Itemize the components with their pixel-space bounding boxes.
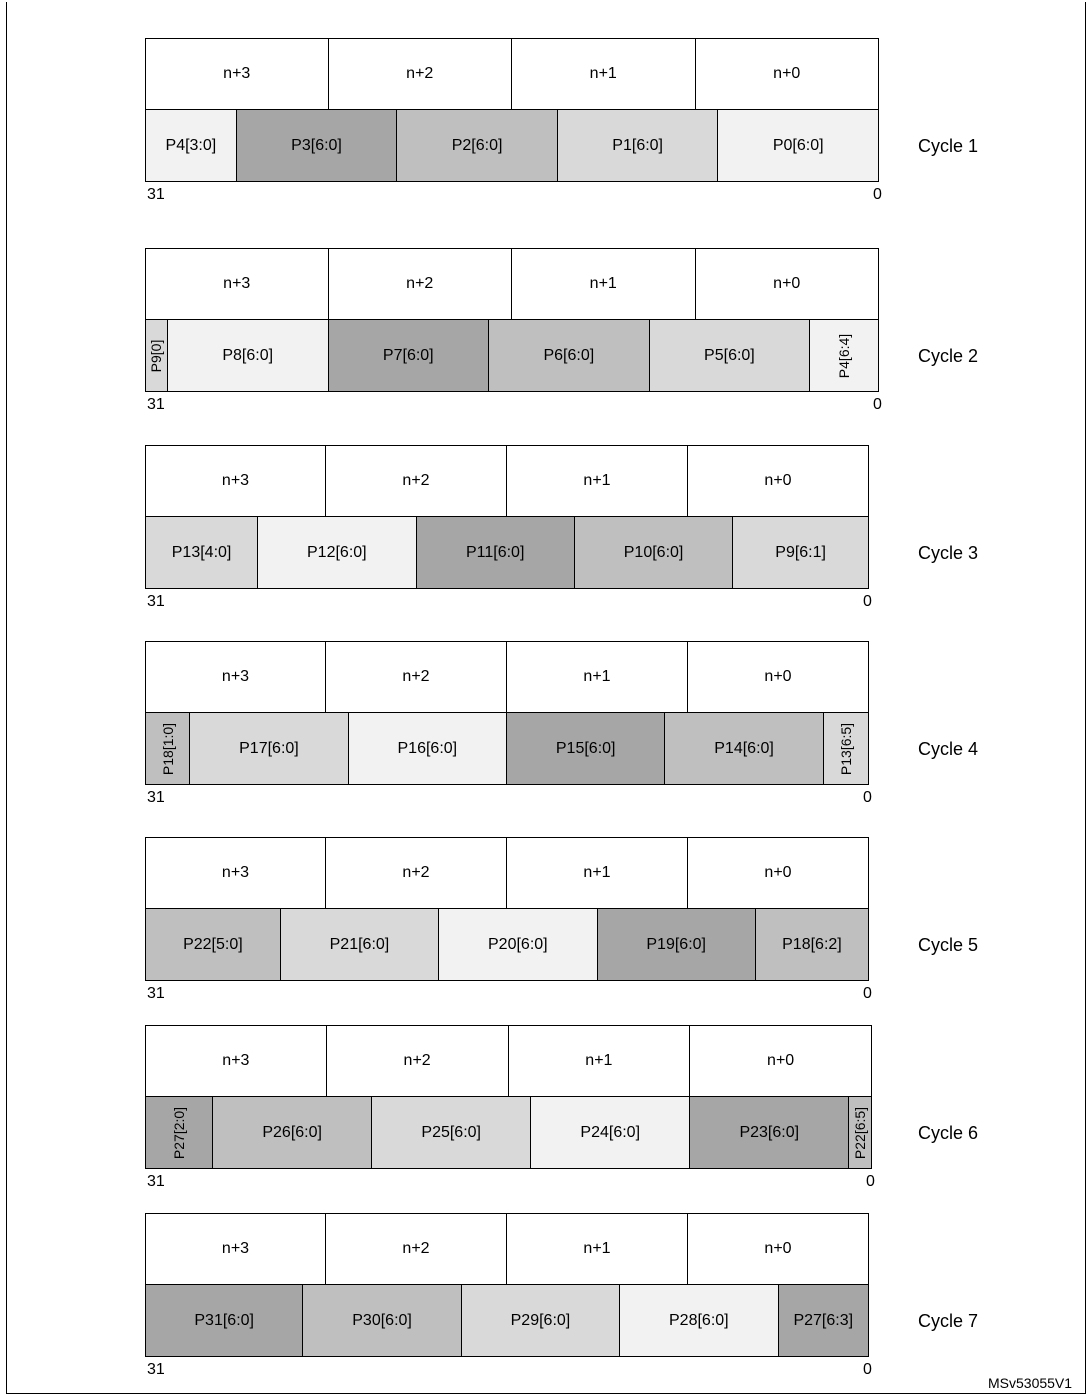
- cycle-5: [145, 837, 872, 1005]
- bit-0-label: 0: [873, 396, 882, 413]
- pixel-field: [809, 319, 879, 392]
- bit-31-label: 31: [147, 593, 165, 610]
- pixel-field-label: P18[1:0]: [159, 722, 176, 775]
- pixel-field: P12[6:0]: [257, 516, 416, 589]
- byte-cell: n+1: [508, 1025, 691, 1097]
- pixel-field: P19[6:0]: [597, 908, 756, 981]
- pixel-field: P13[4:0]: [145, 516, 258, 589]
- pixel-field: P6[6:0]: [488, 319, 650, 392]
- pixel-field: P24[6:0]: [530, 1096, 690, 1169]
- pixel-field: [145, 319, 168, 392]
- bit-0-label: 0: [866, 1173, 875, 1190]
- byte-cell: n+3: [145, 837, 326, 909]
- pixel-field: P21[6:0]: [280, 908, 439, 981]
- cycle-1: [145, 38, 882, 206]
- pixel-field-label: P9[0]: [148, 339, 165, 372]
- pixel-field-label: P27[2:0]: [171, 1106, 188, 1159]
- cycle-7: [145, 1213, 872, 1381]
- byte-cell: n+2: [325, 837, 507, 909]
- byte-cell: n+3: [145, 445, 326, 517]
- bit-31-label: 31: [147, 789, 165, 806]
- pixel-field: P15[6:0]: [506, 712, 665, 785]
- pixel-field: P10[6:0]: [574, 516, 733, 589]
- pixel-field: P8[6:0]: [167, 319, 329, 392]
- byte-cell: n+3: [145, 248, 329, 320]
- pixel-field: [823, 712, 869, 785]
- pixel-field: P22[5:0]: [145, 908, 281, 981]
- pixel-field: P3[6:0]: [236, 109, 398, 182]
- pixel-field: P16[6:0]: [348, 712, 507, 785]
- byte-cell: n+0: [687, 837, 869, 909]
- pixel-field: P7[6:0]: [328, 319, 490, 392]
- byte-cell: n+1: [511, 248, 696, 320]
- byte-cell: n+1: [506, 1213, 688, 1285]
- pixel-field: P29[6:0]: [461, 1284, 620, 1357]
- cycle-label: Cycle 7: [918, 1311, 979, 1331]
- pixel-field: P26[6:0]: [212, 1096, 372, 1169]
- pixel-field: P0[6:0]: [717, 109, 879, 182]
- pixel-field: [145, 1096, 213, 1169]
- bit-0-label: 0: [863, 593, 872, 610]
- byte-cell: n+0: [687, 1213, 869, 1285]
- cycle-label: Cycle 2: [918, 346, 979, 366]
- pixel-field: P9[6:1]: [732, 516, 869, 589]
- pixel-field-label: P22[6:5]: [852, 1106, 869, 1159]
- bit-0-label: 0: [863, 985, 872, 1002]
- pixel-field-label: P4[6:4]: [836, 333, 853, 378]
- cycle-6: [145, 1025, 875, 1193]
- pixel-field: P4[3:0]: [145, 109, 237, 182]
- bit-31-label: 31: [147, 1173, 165, 1190]
- pixel-field-label: P13[6:5]: [837, 722, 854, 775]
- bit-0-label: 0: [863, 789, 872, 806]
- byte-cell: n+0: [689, 1025, 872, 1097]
- byte-cell: n+2: [325, 641, 507, 713]
- pixel-field: P2[6:0]: [396, 109, 558, 182]
- byte-cell: n+1: [506, 445, 688, 517]
- pixel-field: P17[6:0]: [189, 712, 348, 785]
- byte-cell: n+3: [145, 1025, 327, 1097]
- figure-id: MSv53055V1: [988, 1375, 1073, 1391]
- pixel-field: P25[6:0]: [371, 1096, 531, 1169]
- pixel-field: P14[6:0]: [664, 712, 823, 785]
- cycle-label: Cycle 5: [918, 935, 979, 955]
- byte-cell: n+1: [511, 38, 696, 110]
- cycle-label: Cycle 1: [918, 136, 979, 156]
- byte-cell: n+0: [687, 641, 869, 713]
- byte-cell: n+0: [695, 38, 880, 110]
- byte-cell: n+2: [328, 248, 513, 320]
- pixel-field: [848, 1096, 872, 1169]
- cycle-label: Cycle 4: [918, 739, 979, 759]
- byte-cell: n+2: [326, 1025, 509, 1097]
- pixel-field: P1[6:0]: [557, 109, 719, 182]
- pixel-field: P5[6:0]: [649, 319, 811, 392]
- pixel-field: P18[6:2]: [755, 908, 869, 981]
- bit-31-label: 31: [147, 396, 165, 413]
- bit-31-label: 31: [147, 1361, 165, 1378]
- byte-cell: n+3: [145, 38, 329, 110]
- pixel-field: P30[6:0]: [302, 1284, 461, 1357]
- pixel-field: P11[6:0]: [416, 516, 575, 589]
- bit-0-label: 0: [873, 186, 882, 203]
- bit-31-label: 31: [147, 985, 165, 1002]
- cycle-2: [145, 248, 882, 416]
- bit-31-label: 31: [147, 186, 165, 203]
- pixel-field: P27[6:3]: [778, 1284, 870, 1357]
- cycle-4: [145, 641, 872, 809]
- bit-0-label: 0: [863, 1361, 872, 1378]
- byte-cell: n+2: [325, 445, 507, 517]
- pixel-field: P20[6:0]: [438, 908, 597, 981]
- pixel-field: P28[6:0]: [619, 1284, 778, 1357]
- byte-cell: n+0: [687, 445, 869, 517]
- byte-cell: n+2: [325, 1213, 507, 1285]
- byte-cell: n+2: [328, 38, 513, 110]
- byte-cell: n+1: [506, 641, 688, 713]
- byte-cell: n+0: [695, 248, 880, 320]
- cycle-label: Cycle 3: [918, 543, 979, 563]
- cycle-3: [145, 445, 872, 613]
- byte-cell: n+1: [506, 837, 688, 909]
- byte-cell: n+3: [145, 641, 326, 713]
- pixel-field: [145, 712, 190, 785]
- byte-cell: n+3: [145, 1213, 326, 1285]
- cycle-label: Cycle 6: [918, 1123, 979, 1143]
- pixel-field: P23[6:0]: [689, 1096, 849, 1169]
- pixel-field: P31[6:0]: [145, 1284, 303, 1357]
